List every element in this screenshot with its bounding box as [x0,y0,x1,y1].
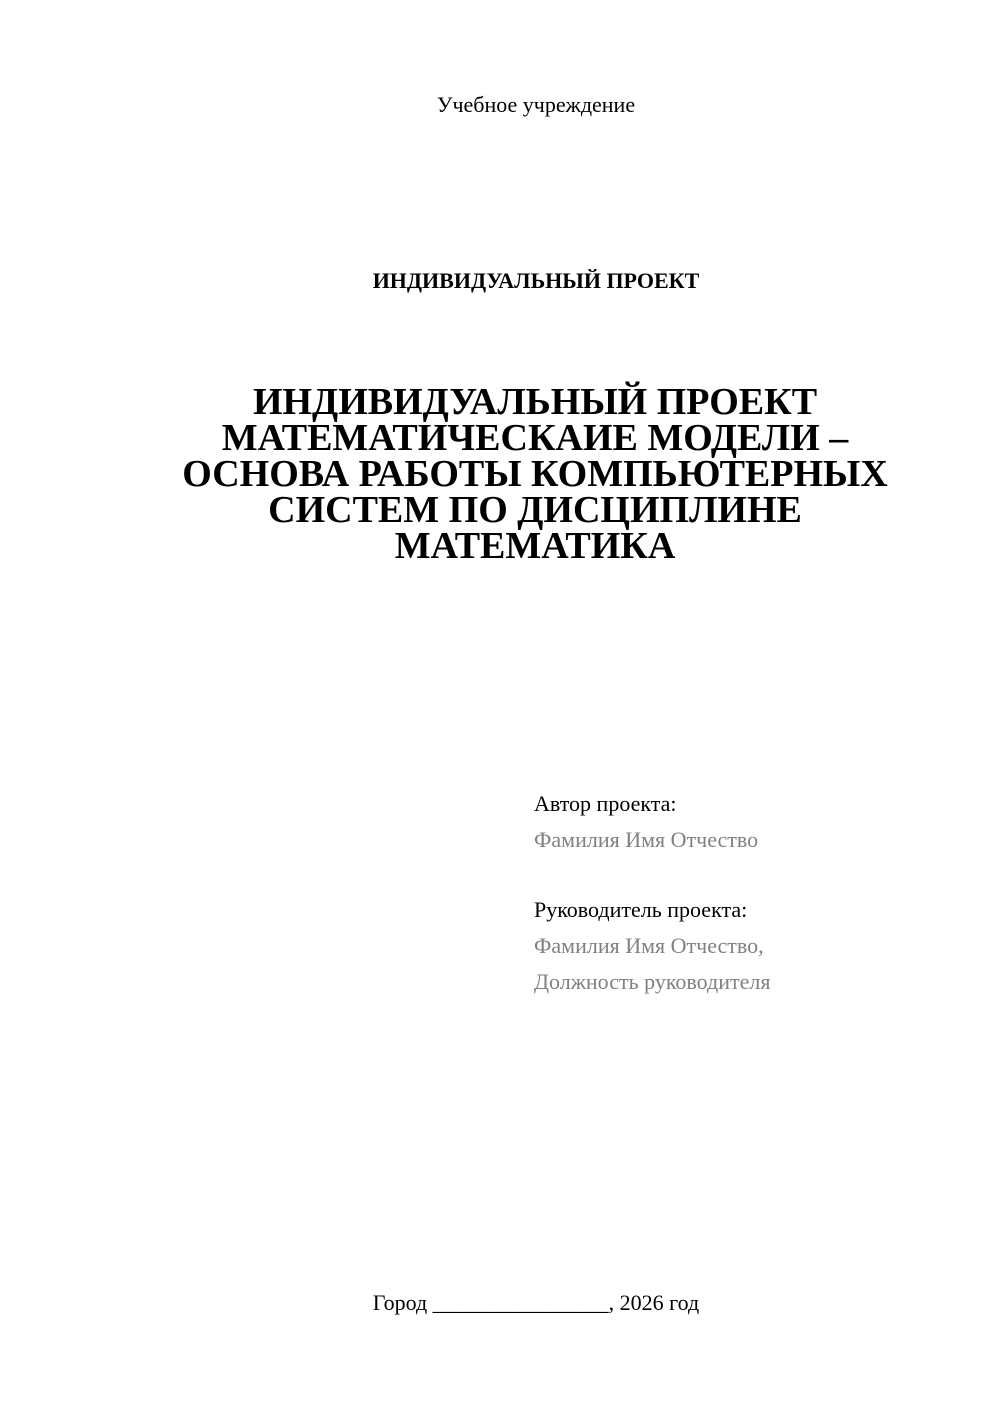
author-label: Автор проекта: [534,791,677,816]
project-title [150,381,920,567]
document-type: ИНДИВИДУАЛЬНЫЙ ПРОЕКТ [372,268,700,293]
project-title-line: ИНДИВИДУАЛЬНЫЙ ПРОЕКТ [252,381,818,423]
year-text: , 2026 год [608,1290,700,1315]
city-year-line [0,1288,1000,1318]
project-people-block [534,786,974,1000]
project-title-line: МАТЕМАТИКА [394,525,676,567]
supervisor-name-placeholder: Фамилия Имя Отчество, [534,933,764,958]
project-title-line: СИСТЕМ ПО ДИСЦИПЛИНЕ [268,489,802,531]
spacer [534,858,974,892]
author-name-placeholder: Фамилия Имя Отчество [534,827,759,852]
project-title-line: МАТЕМАТИЧЕСКАИЕ МОДЕЛИ – [221,417,849,459]
project-title-line: ОСНОВА РАБОТЫ КОМПЬЮТЕРНЫХ [182,453,888,495]
city-blank: ________________ [432,1290,609,1315]
supervisor-position-placeholder: Должность руководителя [534,969,771,994]
city-label: Город [372,1290,428,1315]
institution-name: Учебное учреждение [436,92,636,117]
supervisor-label: Руководитель проекта: [534,897,748,922]
